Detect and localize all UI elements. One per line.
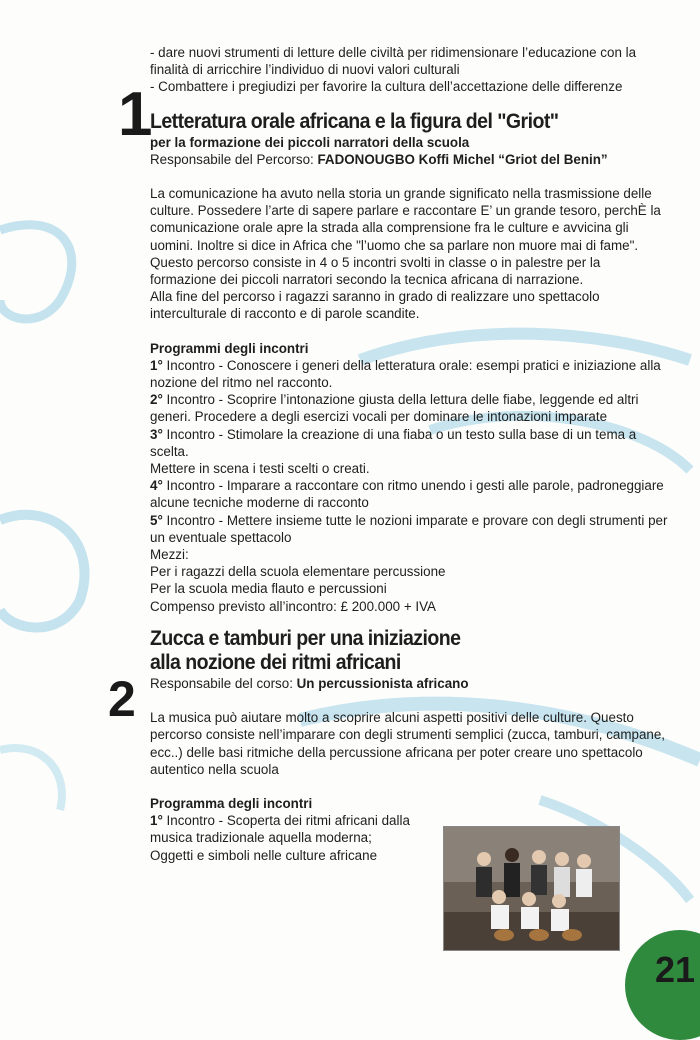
meeting-text: Incontro - Mettere insieme tutte le nozioni imparate e provare con degli strumenti per un eventuale spettacolo bbox=[150, 512, 668, 545]
means-line-1: Per i ragazzi della scuola elementare percussione bbox=[150, 564, 446, 580]
page-number: 21 bbox=[655, 949, 696, 990]
meeting-label: 5° bbox=[150, 512, 163, 528]
meeting-2 bbox=[150, 391, 670, 425]
meeting-3 bbox=[150, 426, 670, 460]
meeting-text: Incontro - Conoscere i generi della letteratura orale: esempi pratici e iniziazione alla nozione del ritmo nel racconto. bbox=[150, 357, 661, 391]
fee-line: Compenso previsto all’incontro: £ 200.000 + IVA bbox=[150, 598, 436, 614]
section-2-meeting-1-line-3: Oggetti e simboli nelle culture africane bbox=[150, 847, 378, 863]
section-1-program-title: Programmi degli incontri bbox=[150, 340, 309, 356]
section-2-responsible bbox=[150, 675, 670, 692]
means-line-2: Per la scuola media flauto e percussioni bbox=[150, 581, 387, 597]
meeting-text: Incontro - Imparare a raccontare con ritmo unendo i gesti alle parole, padroneggiare alcune tecniche moderne di racconto bbox=[150, 478, 664, 511]
group-photo bbox=[443, 826, 620, 951]
meeting-1 bbox=[150, 357, 670, 391]
page-content bbox=[150, 44, 670, 864]
intro-line-2: - Combattere i pregiudizi per favorire la cultura dell’accettazione delle differenze bbox=[150, 79, 623, 95]
section-1-subtitle: per la formazione dei piccoli narratori della scuola bbox=[150, 134, 470, 150]
section-1-paragraph-2: Questo percorso consiste in 4 o 5 incontri svolti in classe o in palestre per la formazione dei piccoli narratori secondo la tecnica africana di narrazione. bbox=[150, 254, 601, 288]
section-1-paragraph-3: Alla fine del percorso i ragazzi saranno in grado di realizzare uno spettacolo interculturale di racconto e di parole scandite. bbox=[150, 289, 600, 322]
meeting-text: Incontro - Stimolare la creazione di una fiaba o un testo sulla base di un tema a scelta. bbox=[150, 426, 637, 459]
meeting-label: 1° bbox=[150, 813, 163, 829]
intro-line-1: - dare nuovi strumenti di letture delle civiltà per ridimensionare l’educazione con la finalità di arricchire l’individuo di nuovi valori culturali bbox=[150, 45, 637, 78]
section-2-title-line-2: alla nozione dei ritmi africani bbox=[150, 650, 401, 674]
section-1-number: 1 bbox=[118, 80, 153, 149]
section-2-program-title: Programma degli incontri bbox=[150, 795, 313, 811]
responsible-label: Responsabile del Percorso: bbox=[150, 151, 318, 167]
meeting-5 bbox=[150, 512, 670, 546]
responsible-name: Un percussionista africano bbox=[296, 675, 469, 691]
meeting-text: Incontro - Scoprire l’intonazione giusta della lettura delle fiabe, leggende ed altri generi. Procedere a degli esercizi vocali per dominare le intonazioni imparate bbox=[150, 392, 639, 425]
section-1-title: Letteratura orale africana e la figura del "Griot" bbox=[150, 109, 559, 133]
meeting-staging: Mettere in scena i testi scelti o creati. bbox=[150, 461, 370, 477]
means-label: Mezzi: bbox=[150, 547, 189, 563]
meeting-label: 4° bbox=[150, 478, 163, 494]
section-2-title-line-1: Zucca e tamburi per una iniziazione bbox=[150, 626, 461, 650]
meeting-label: 3° bbox=[150, 426, 163, 442]
meeting-label: 1° bbox=[150, 357, 163, 373]
section-1-paragraph-1: La comunicazione ha avuto nella storia un grande significato nella trasmissione delle culture. Possedere l’arte di sapere parlare e raccontare E’ un grande tesoro, perchÈ la comunicazione orale apre la strada alla comprensione fra le culture e avvicina gli uomini. Inoltre si dice in Africa che "l’uomo che sa parlare non muore mai di fame". bbox=[150, 186, 661, 253]
section-2-number: 2 bbox=[108, 671, 136, 727]
meeting-label: 2° bbox=[150, 392, 163, 408]
responsible-name: FADONOUGBO Koffi Michel “Griot del Benin” bbox=[317, 151, 608, 167]
section-1-responsible bbox=[150, 151, 670, 168]
responsible-label: Responsabile del corso: bbox=[150, 675, 297, 691]
meeting-text: Incontro - Scoperta dei ritmi africani dalla bbox=[162, 813, 410, 829]
group-photo-illustration bbox=[444, 827, 619, 950]
meeting-4 bbox=[150, 477, 670, 511]
section-2-paragraph-1: La musica può aiutare molto a scoprire alcuni aspetti positivi delle culture. Questo percorso consiste nell’imparare con degli strumenti semplici (zucca, tamburi, campane, ecc..) delle basi ritmiche della percussione africana per poter creare uno spettacolo autentico nella scuola bbox=[150, 710, 666, 777]
section-2-meeting-1-line-2: musica tradizionale aquella moderna; bbox=[150, 830, 372, 846]
